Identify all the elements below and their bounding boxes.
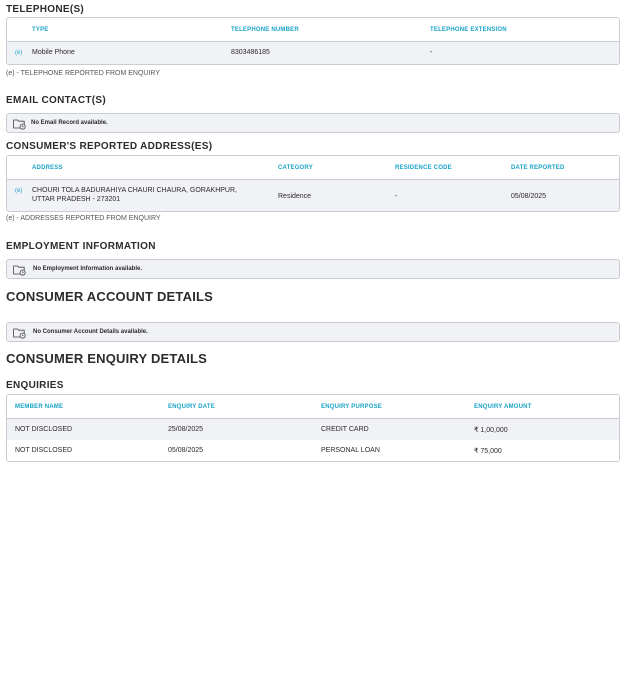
empty-folder-icon [13,327,26,339]
enquiry-purpose: CREDIT CARD [321,426,369,433]
table-row [7,180,619,212]
accounts-empty-state [6,322,620,342]
table-row [7,42,619,64]
enquiries-header-row [7,395,619,419]
col-residence-code: RESIDENCE CODE [395,165,452,171]
enquiry-amount: ₹ 1,00,000 [474,427,508,434]
col-member-name: MEMBER NAME [15,404,64,410]
employment-title: EMPLOYMENT INFORMATION [6,241,156,252]
table-row [7,440,619,461]
col-enquiry-date: ENQUIRY DATE [168,404,215,410]
member-name: NOT DISCLOSED [15,426,73,433]
telephone-extension: - [430,49,433,56]
col-enquiry-amount: ENQUIRY AMOUNT [474,404,532,410]
enquiry-date: 05/08/2025 [168,447,204,454]
empty-folder-icon [13,118,26,130]
col-enquiry-purpose: ENQUIRY PURPOSE [321,404,383,410]
addresses-table [6,155,620,212]
telephone-type: Mobile Phone [32,49,75,56]
addresses-note: (e) - ADDRESSES REPORTED FROM ENQUIRY [6,215,161,222]
empty-folder-icon [13,264,26,276]
enquiry-details-title: CONSUMER ENQUIRY DETAILS [6,351,208,366]
col-telephone-extension: TELEPHONE EXTENSION [430,27,507,33]
col-type: TYPE [32,27,49,33]
member-name: NOT DISCLOSED [15,447,73,454]
enquiry-date: 25/08/2025 [168,426,204,433]
table-row [7,419,619,440]
address-line-2: UTTAR PRADESH - 273201 [32,196,121,203]
employment-empty-state [6,259,620,279]
date-reported: 05/08/2025 [511,193,547,200]
enquiry-purpose: PERSONAL LOAN [321,447,380,454]
accounts-empty-message: No Consumer Account Details available. [33,329,148,335]
enquiry-amount: ₹ 75,000 [474,448,502,455]
addresses-title: CONSUMER'S REPORTED ADDRESS(ES) [6,141,213,152]
telephones-table [6,17,620,65]
email-title: EMAIL CONTACT(S) [6,95,106,106]
col-address: ADDRESS [32,165,63,171]
address-category: Residence [278,193,312,200]
employment-empty-message: No Employment Information available. [33,266,143,272]
residence-code: - [395,193,398,200]
addresses-header-row [7,156,619,180]
telephones-note: (e) - TELEPHONE REPORTED FROM ENQUIRY [6,70,161,77]
telephone-number: 8303486185 [231,49,270,56]
col-telephone-number: TELEPHONE NUMBER [231,27,299,33]
telephones-header-row [7,18,619,42]
address-line-1: CHOURI TOLA BADURAHIYA CHAURI CHAURA, GORAKHPUR, [32,187,237,194]
accounts-title: CONSUMER ACCOUNT DETAILS [6,289,214,304]
enquiries-table [6,394,620,462]
col-date-reported: DATE REPORTED [511,165,565,171]
col-category: CATEGORY [278,165,313,171]
enquiry-flag: (e) [15,50,23,56]
email-empty-state [6,113,620,133]
telephones-title: TELEPHONE(S) [6,4,85,15]
enquiries-subtitle: ENQUIRIES [6,380,64,391]
email-empty-message: No Email Record available. [31,120,108,126]
enquiry-flag: (e) [15,188,23,194]
